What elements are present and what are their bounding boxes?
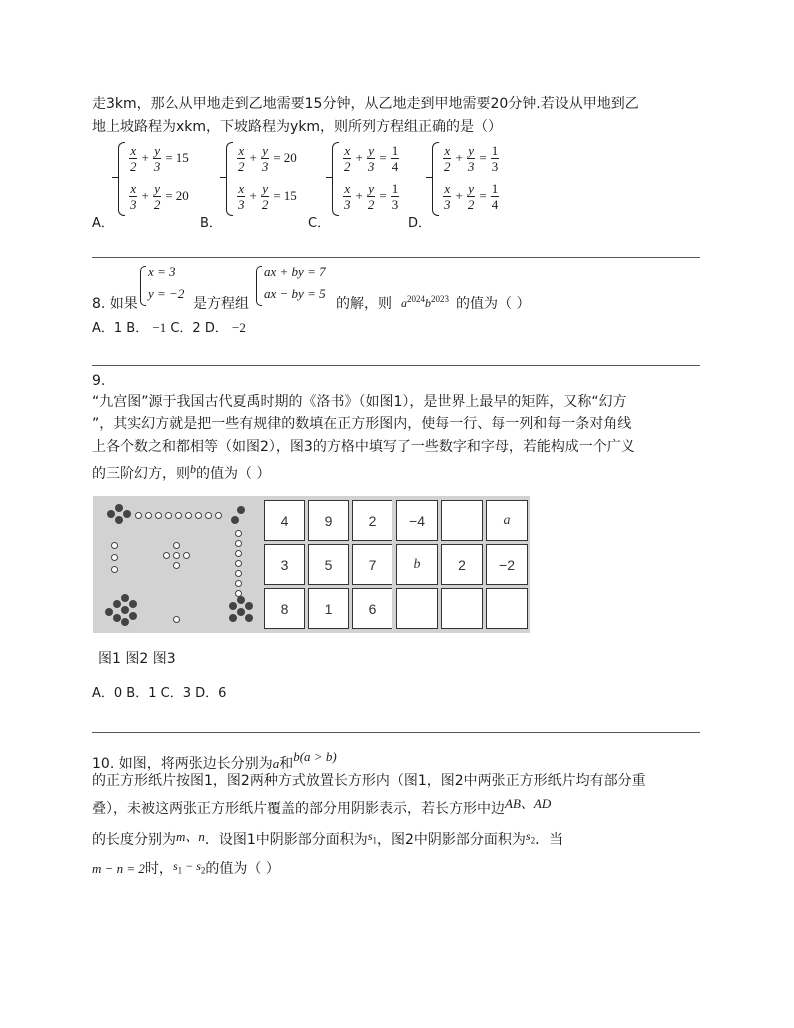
q10-line3-text: 叠），未被这两张正方形纸片覆盖的部分用阴影表示，若长方形中边 <box>92 801 505 817</box>
q7-b-rhs2: 15 <box>283 188 297 203</box>
q9-options: A．0 B．1 C．3 D．6 <box>92 686 227 701</box>
magic-square-cell: 4 <box>264 500 305 541</box>
q7-text-line2: 地上坡路程为xkm，下坡路程为ykm，则所列方程组正确的是（） <box>92 119 503 135</box>
q10-line4: 的长度分别为m、n．设图1中阴影部分面积为$s_1$，图2中阴影部分面积为$s_2$．当 <box>92 829 564 848</box>
q8-suffix: 的解，则 <box>336 296 392 312</box>
q8-tail: 的值为（ ） <box>456 296 531 312</box>
q10-mn: m、n <box>176 829 205 844</box>
q7-text-line1: 走3km，那么从甲地走到乙地需要15分钟，从乙地走到甲地需要20分钟.若设从甲地到乙 <box>92 96 639 112</box>
q9-line2: ”，其实幻方就是把一些有规律的数填在正方形图内，使每一行、每一列和每一条对角线 <box>92 416 632 432</box>
partial-square-cell <box>486 588 528 629</box>
q7-option-b-label: B． <box>200 216 222 231</box>
q8-eq2: ax − by = 5 <box>264 286 326 301</box>
magic-square-cell: 7 <box>352 544 393 585</box>
figure-2-magic-square <box>259 496 392 633</box>
q10-line4-s2-text: ，图2中阴影部分面积为 <box>376 832 526 848</box>
q7-c-rhs1-den: 4 <box>391 158 399 174</box>
q10-line1-start: 10. 如图，将两张边长分别为 <box>92 756 273 772</box>
magic-square-cell: 9 <box>308 500 349 541</box>
magic-square-cell: 2 <box>352 500 393 541</box>
q9-line3: 上各个数之和都相等（如图2），图3的方格中填写了一些数字和字母，若能构成一个广义 <box>92 439 635 455</box>
q7-option-c-system: $\frac{x}{2}$ + $\frac{y}{3}$ = $\frac{1}{4}$ $\frac{x}{3}$ + $\frac{y}{2}$ = $\frac{1}{3}$ <box>332 140 422 220</box>
q8-options <box>92 318 246 339</box>
q10-line4-when: ．当 <box>535 832 564 848</box>
partial-square-cell <box>441 500 483 541</box>
q7-b-rhs1: 20 <box>283 150 297 165</box>
q10-line2: 的正方形纸片按图1，图2两种方式放置长方形内（图1，图2中两张正方形纸片均有部分重 <box>92 773 646 789</box>
q8-equation-system <box>256 264 336 306</box>
q10-line1-and: 和 <box>279 756 294 772</box>
partial-square-cell: −2 <box>486 544 528 585</box>
q7-option-a-label: A． <box>92 216 114 231</box>
q7-c-rhs2-num: 1 <box>391 180 399 196</box>
q7-option-d-system: $\frac{x}{2}$ + $\frac{y}{3}$ = $\frac{1}{3}$ $\frac{x}{3}$ + $\frac{y}{2}$ = $\frac{1}{4}$ <box>432 140 522 220</box>
partial-square-cell: a <box>486 500 528 541</box>
q7-option-a-system: $\frac{x}{2}$ + $\frac{y}{3}$ = 15 $\frac{x}{3}$ + $\frac{y}{2}$ = 20 <box>118 140 218 220</box>
q10-line4-s1-text: ．设图1中阴影部分面积为 <box>204 832 368 848</box>
partial-square-cell: 2 <box>441 544 483 585</box>
q10-line5-shi: 时， <box>144 861 173 877</box>
q8-sol-y: y = −2 <box>148 286 185 301</box>
q7-d-rhs1-den: 3 <box>491 158 499 174</box>
divider-1 <box>92 257 700 258</box>
q8-sol-x: x = 3 <box>148 264 176 279</box>
q8-options-ab: A．1 B． <box>92 321 149 336</box>
q8-base-b: b <box>425 296 431 310</box>
partial-square-cell: −4 <box>396 500 438 541</box>
q9-line4-start: 的三阶幻方，则 <box>92 466 190 482</box>
magic-square-cell: 5 <box>308 544 349 585</box>
q8-options-cd: C．2 D． <box>170 321 228 336</box>
q8-solution-system <box>140 264 192 306</box>
q10-var-a: a <box>272 756 280 771</box>
q9-number: 9. <box>92 373 106 389</box>
q8-option-d-value: −2 <box>231 320 246 335</box>
q10-line3 <box>92 794 551 819</box>
q10-condition: b(a > b) <box>293 749 337 764</box>
q8-expression <box>401 294 449 311</box>
divider-2 <box>92 365 700 366</box>
partial-square-cell <box>441 588 483 629</box>
q8-exp-a: 2024 <box>407 294 425 304</box>
q10-line5-end: 的值为（ ） <box>205 861 280 877</box>
q8-option-b-value: −1 <box>152 320 167 335</box>
q10-line5 <box>92 856 280 880</box>
q8-eq1: ax + by = 7 <box>264 264 326 279</box>
q9-var-b: b <box>190 462 196 476</box>
q10-s2: s <box>525 829 531 843</box>
q7-c-rhs2-den: 3 <box>391 196 399 212</box>
q8-mid: 是方程组 <box>193 296 249 312</box>
q7-option-b-system: $\frac{x}{2}$ + $\frac{y}{3}$ = 20 $\frac{x}{3}$ + $\frac{y}{2}$ = 15 <box>226 140 326 220</box>
q9-line4 <box>92 459 270 484</box>
q9-line1: “九宫图”源于我国古代夏禹时期的《洛书》（如图1），是世界上最早的矩阵，又称“幻方 <box>92 394 627 410</box>
q8-base-a: a <box>401 296 407 310</box>
partial-square-cell <box>396 588 438 629</box>
divider-3 <box>92 732 700 733</box>
q9-figure-caption: 图1 图2 图3 <box>98 651 176 667</box>
q7-d-rhs2-den: 4 <box>491 196 499 212</box>
magic-square-cell: 8 <box>264 588 305 629</box>
figure-3-partial-square <box>392 496 530 633</box>
q10-s1: s <box>367 829 373 843</box>
q7-c-rhs1-num: 1 <box>391 142 399 158</box>
magic-square-cell: 6 <box>352 588 393 629</box>
q7-a-rhs2: 20 <box>175 188 189 203</box>
q7-a-rhs1: 15 <box>175 150 189 165</box>
q10-line1 <box>92 747 337 774</box>
q9-line4-end: 的值为（ ） <box>196 466 271 482</box>
magic-square-cell: 3 <box>264 544 305 585</box>
q10-difference: $s_1 - s_2$ <box>172 859 206 876</box>
q7-option-d-label: D． <box>408 216 432 231</box>
q7-d-rhs2-num: 1 <box>491 180 499 196</box>
q7-option-c-label: C． <box>308 216 331 231</box>
q8-prefix: 8. 如果 <box>92 296 138 312</box>
magic-square-cell: 1 <box>308 588 349 629</box>
q10-line4-start: 的长度分别为 <box>92 832 176 848</box>
q7-d-rhs1-num: 1 <box>491 142 499 158</box>
q10-condition-2: m − n = 2 <box>92 861 145 876</box>
q8-exp-b: 2023 <box>431 294 449 304</box>
partial-square-cell: b <box>396 544 438 585</box>
figure-1-luoshu <box>93 496 259 633</box>
q10-sides: AB、AD <box>505 796 552 811</box>
